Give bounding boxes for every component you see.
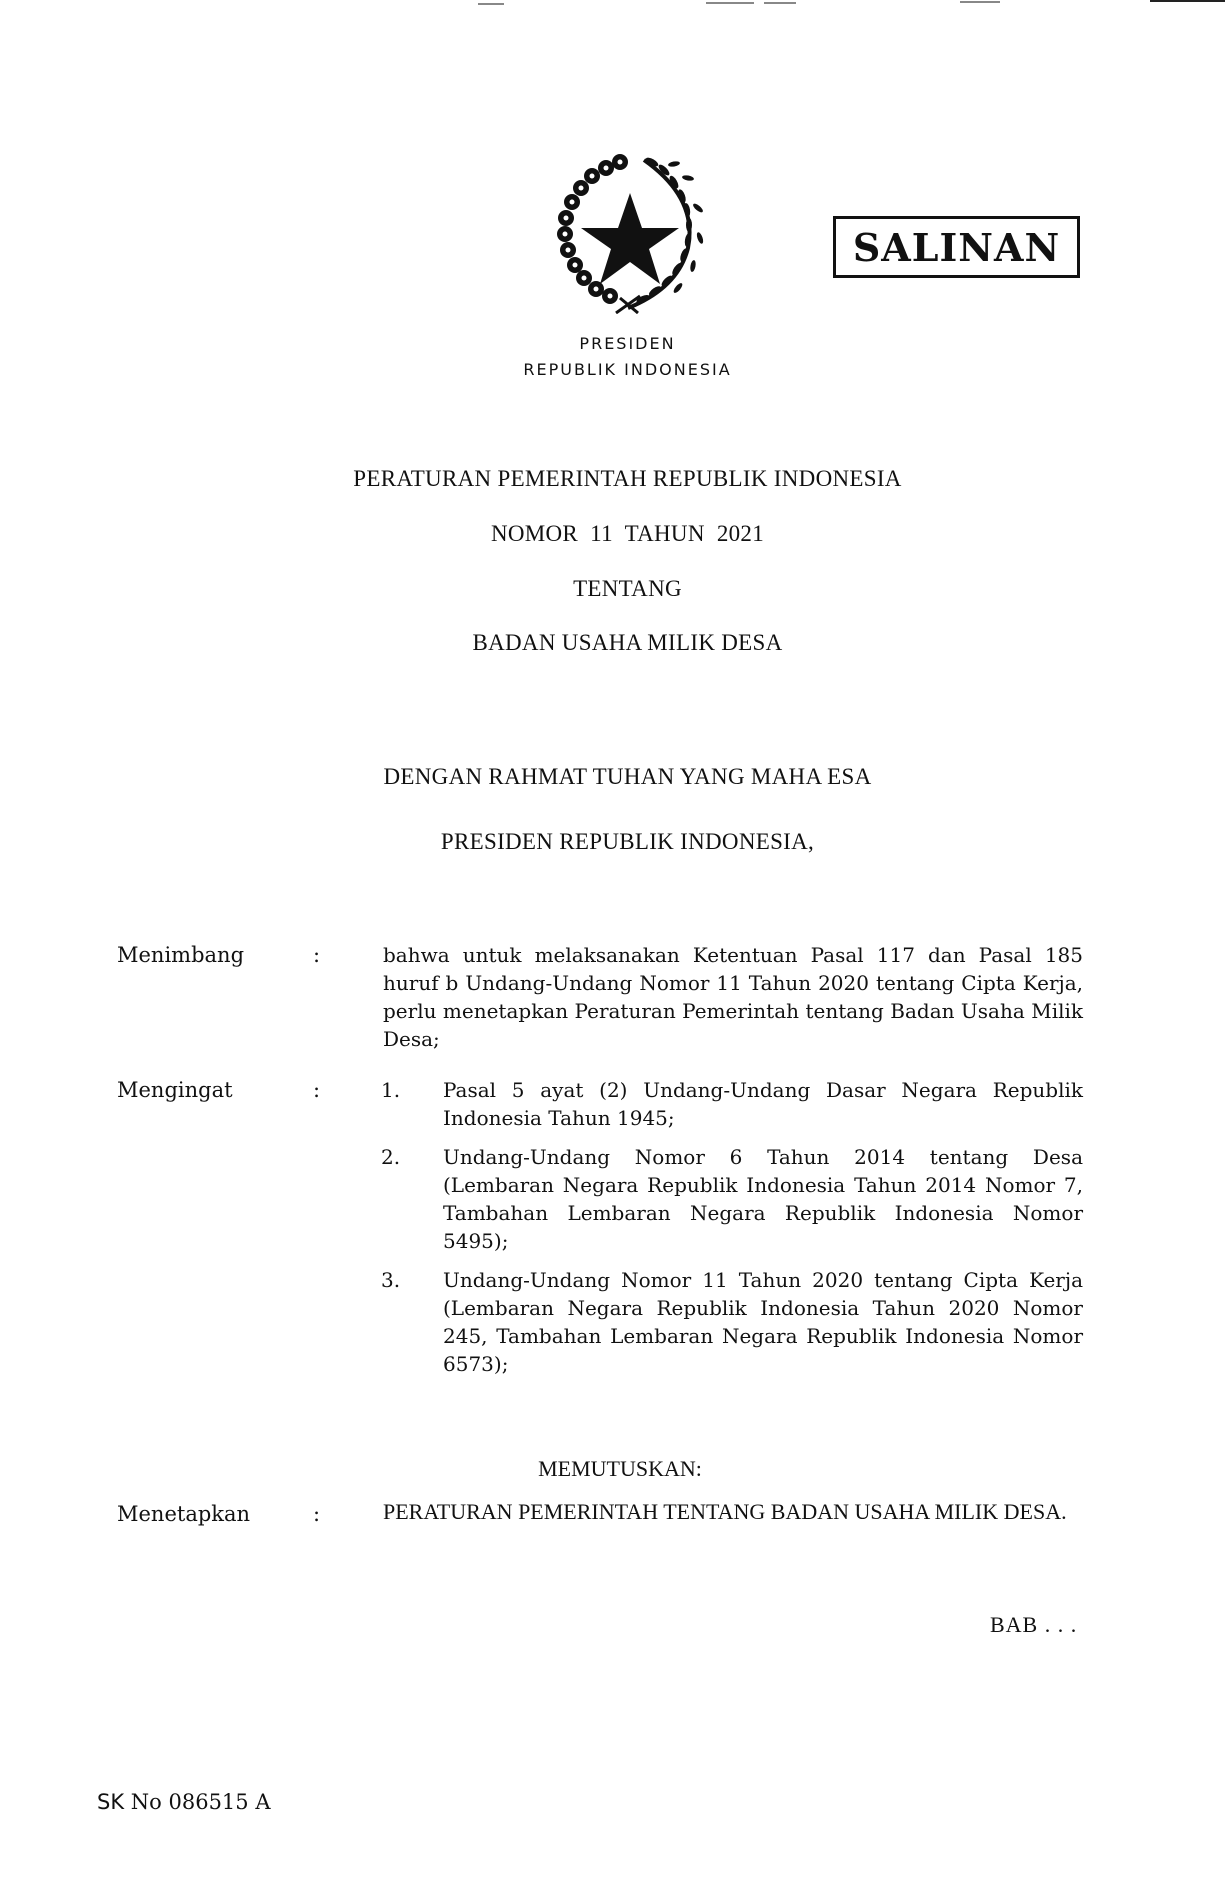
salinan-stamp	[833, 216, 1080, 278]
scan-artifact	[960, 1, 1000, 3]
mengingat-item-2-number: 2.	[381, 1145, 401, 1169]
mengingat-item-1-number: 1.	[381, 1078, 401, 1102]
issuer-presiden: PRESIDEN	[579, 334, 676, 353]
memutuskan-heading: MEMUTUSKAN:	[538, 1456, 702, 1481]
mengingat-item-3-text: Undang-Undang Nomor 11 Tahun 2020 tentang Cipta Kerja (Lembaran Negara Republik Indonesia Tahun 2020 Nomor 245, Tambahan Lembaran Negara Republik Indonesia Nomor 6573);	[443, 1268, 1083, 1376]
mengingat-item-3-number: 3.	[381, 1268, 401, 1292]
preamble-president: PRESIDEN REPUBLIK INDONESIA,	[440, 829, 815, 854]
menimbang-label: Menimbang	[117, 943, 245, 967]
presidential-emblem-icon	[548, 148, 712, 314]
page-continuation: BAB . . .	[990, 1612, 1078, 1637]
mengingat-colon: :	[313, 1078, 321, 1102]
sk-prefix: SK	[97, 1790, 125, 1814]
menetapkan-colon: :	[313, 1502, 321, 1526]
mengingat-label: Mengingat	[117, 1078, 233, 1102]
mengingat-item-1-text: Pasal 5 ayat (2) Undang-Undang Dasar Negara Republik Indonesia Tahun 1945;	[443, 1078, 1083, 1130]
mengingat-item-2-text: Undang-Undang Nomor 6 Tahun 2014 tentang Desa (Lembaran Negara Republik Indonesia Tahun 2014 Nomor 7, Tambahan Lembaran Negara Republik Indonesia Nomor 5495);	[443, 1145, 1083, 1253]
issuer-republik-indonesia: REPUBLIK INDONESIA	[523, 360, 732, 379]
regulation-title: PERATURAN PEMERINTAH REPUBLIK INDONESIA	[353, 466, 902, 491]
menetapkan-text: PERATURAN PEMERINTAH TENTANG BADAN USAHA MILIK DESA.	[383, 1499, 1067, 1524]
regulation-tentang: TENTANG	[573, 576, 682, 601]
scan-artifact	[1150, 0, 1225, 2]
regulation-number: NOMOR 11 TAHUN 2021	[490, 521, 765, 546]
sk-number	[97, 1790, 271, 1814]
salinan-label: SALINAN	[852, 224, 1061, 270]
menetapkan-label: Menetapkan	[117, 1502, 251, 1526]
regulation-subject: BADAN USAHA MILIK DESA	[472, 630, 783, 655]
menimbang-text: bahwa untuk melaksanakan Ketentuan Pasal 117 dan Pasal 185 huruf b Undang-Undang Nomor 11 Tahun 2020 tentang Cipta Kerja, perlu menetapkan Peraturan Pemerintah tentang Badan Usaha Milik Desa;	[383, 943, 1083, 1051]
sk-serial: No 086515 A	[130, 1790, 271, 1814]
preamble-invocation: DENGAN RAHMAT TUHAN YANG MAHA ESA	[383, 764, 872, 789]
scan-artifact	[706, 2, 754, 4]
scan-artifact	[764, 2, 796, 4]
scan-artifact	[478, 3, 504, 5]
menimbang-colon: :	[313, 943, 321, 967]
